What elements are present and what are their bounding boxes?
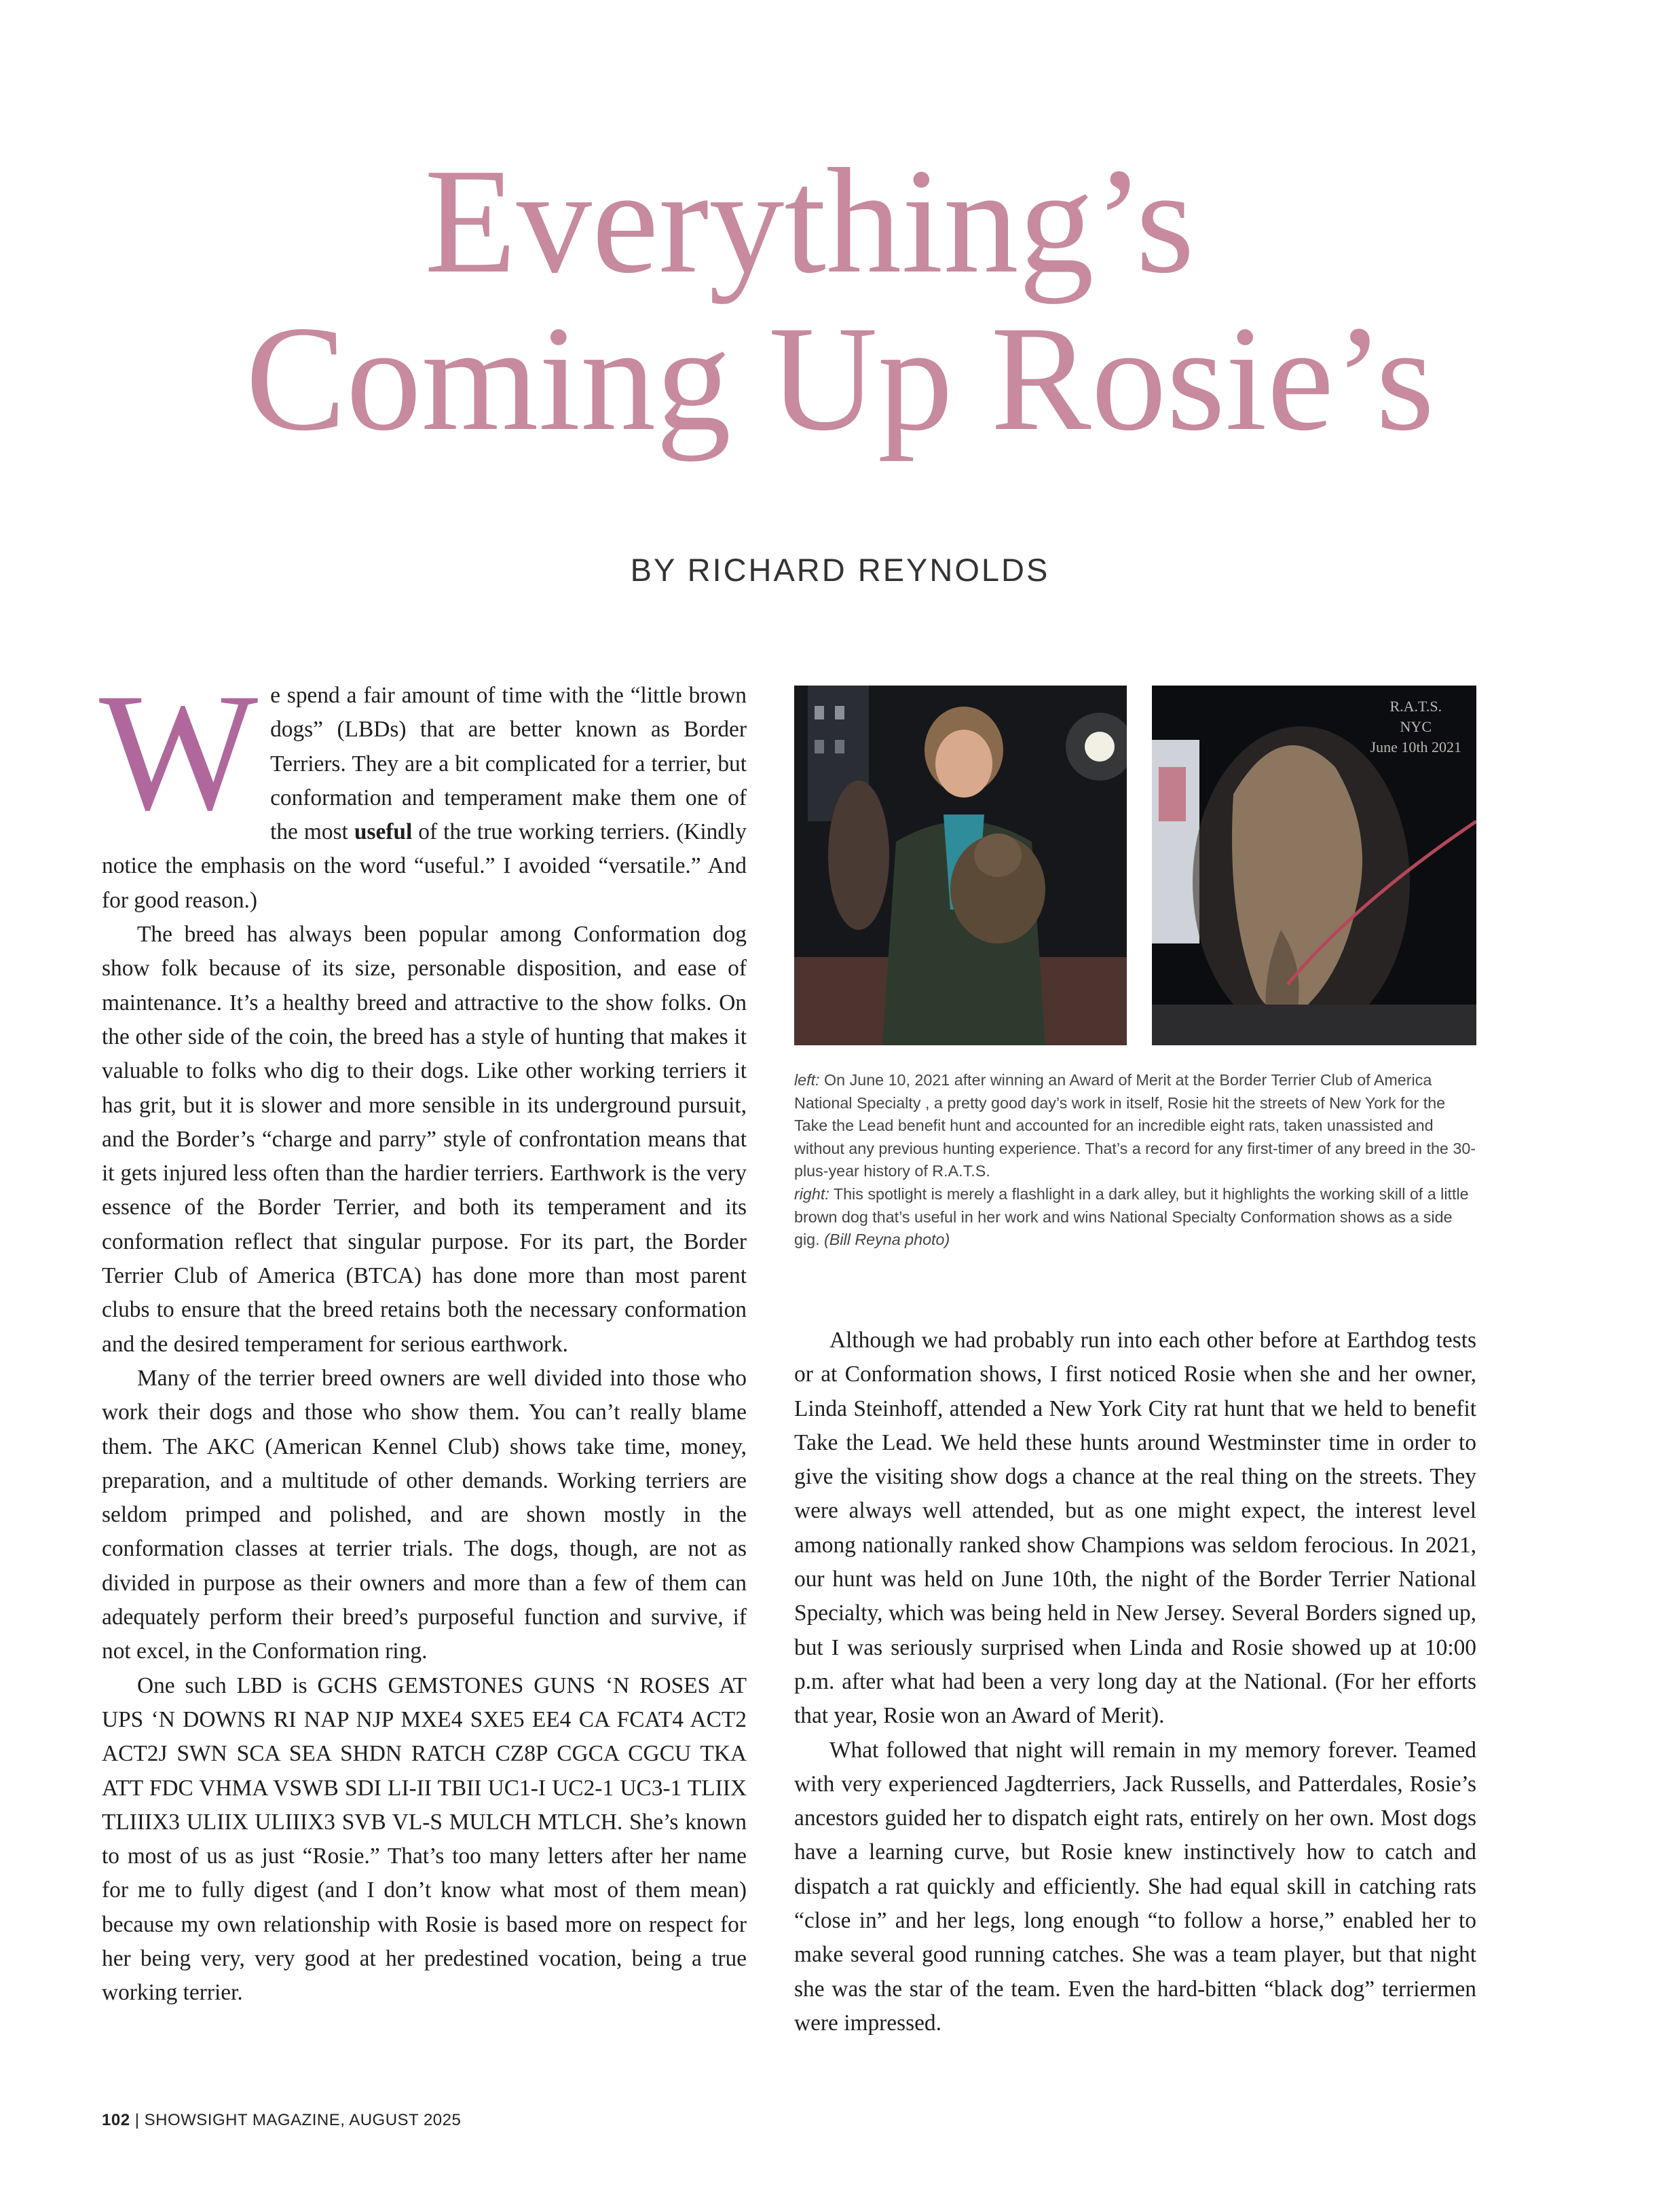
title-line-2: Coming Up Rosie’s [245, 295, 1435, 462]
caption-right [794, 1183, 1476, 1252]
watermark-line-1: R.A.T.S. [1389, 698, 1442, 715]
paragraph-1-text-b: of the true working terriers. (Kindly notice the emphasis on the word “useful.” I avoided “versatile.” And for good reason.) [102, 819, 747, 913]
photo-credit: (Bill Reyna photo) [824, 1231, 950, 1249]
page-number: 102 [102, 2111, 130, 2129]
paragraph-4: One such LBD is GCHS GEMSTONES GUNS ‘N ROSES AT UPS ‘N DOWNS RI NAP NJP MXE4 SXE5 EE4 CA FCAT4 ACT2 ACT2J SWN SCA SEA SHDN RATCH CZ8P CGCA CGCU TKA ATT FDC VHMA VSWB SDI LI-II TBII UC1-I UC2-1 UC3-1 TLIIX TLIIIX3 ULIIX ULIIIX3 SVB VL-S MULCH MTLCH. She’s known to most of us as just “Rosie.” That’s too many letters after her name for me to fully digest (and I don’t know what most of them mean) because my own relationship with Rosie is based more on respect for her being very, very good at her predestined vocation, being a true working terrier. [102, 1672, 747, 2006]
photo-terrier-spotlight [1152, 686, 1476, 1045]
photo-caption [794, 1069, 1476, 1252]
left-column [99, 658, 747, 2010]
paragraph-3: Many of the terrier breed owners are well divided into those who work their dogs and those who show them. You can’t really blame them. The AKC (American Kennel Club) shows take time, money, preparation, and a multitude of other demands. Working terriers are seldom primped and polished, and are shown mostly in the conformation classes at terrier trials. The dogs, though, are not as divided in purpose as their owners and more than a few of them can adequately perform their breed’s purposeful function and survive, if not excel, in the Conformation ring. [102, 1365, 747, 1664]
paragraph-2: The breed has always been popular among Conformation dog show folk because of its size, personable disposition, and ease of maintenance. It’s a healthy breed and attractive to the show folks. On the other side of the coin, the breed has a style of hunting that makes it valuable to folks who dig to their dogs. Like other working terriers it has grit, but it is slower and more sensible in its underground pursuit, and the Border’s “charge and parry” style of confrontation means that it gets injured less often than the hardier terriers. Earthwork is the very essence of the Border Terrier, and both its temperament and its conformation reflect that singular purpose. For its part, the Border Terrier Club of America (BTCA) has done more than most parent clubs to ensure that the breed retains both the necessary conformation and the desired temperament for serious earthwork. [102, 922, 747, 1357]
paragraph-6: What followed that night will remain in my memory forever. Teamed with very experienced Jagdterriers, Jack Russells, and Patterdales, Rosie’s ancestors guided her to dispatch eight rats, entirely on her own. Most dogs have a learning curve, but Rosie knew instinctively how to catch and dispatch a rat quickly and efficiently. She had equal skill in catching rats “close in” and her legs, long enough “to follow a horse,” enabled her to make several good running catches. She was a team player, but that night she was the star of the team. Even the hard-bitten “black dog” terriermen were impressed. [794, 1737, 1476, 2036]
page-footer [102, 2111, 461, 2130]
publication-name: SHOWSIGHT MAGAZINE, AUGUST 2025 [144, 2111, 462, 2129]
emphasis-useful: useful [354, 819, 413, 845]
paragraph-1-text-a: e spend a fair amount of time with the “little brown dogs” (LBDs) that are better known as Border Terriers. They are a bit complicated for a terrier, but conformation and temperament make them one of the most [270, 683, 747, 845]
photo-left-illustration [794, 686, 1127, 1045]
paragraph-5: Although we had probably run into each other before at Earthdog tests or at Conformation shows, I first noticed Rosie when she and her owner, Linda Steinhoff, attended a New York City rat hunt that we held to benefit Take the Lead. We held these hunts around Westminster time in order to give the visiting show dogs a chance at the real thing on the streets. They were always well attended, but as one might expect, the interest level among nationally ranked show Champions was seldom ferocious. In 2021, our hunt was held on June 10th, the night of the Border Terrier National Specialty, which was being held in New Jersey. Several Borders signed up, but I was seriously surprised when Linda and Rosie showed up at 10:00 p.m. after what had been a very long day at the National. (For her efforts that year, Rosie won an Award of Merit). [794, 1328, 1476, 1729]
watermark-line-3: June 10th 2021 [1370, 738, 1461, 755]
paragraph-1 [99, 658, 747, 918]
caption-right-text: This spotlight is merely a flashlight in a dark alley, but it highlights the working skill of a little brown dog that’s useful in her work and wins National Specialty Conformation shows as a side gig. [794, 1184, 1469, 1249]
caption-left [794, 1069, 1476, 1183]
title-line-1: Everything’s [424, 138, 1195, 305]
caption-left-text: On June 10, 2021 after winning an Award of Merit at the Border Terrier Club of America National Specialty , a pretty good day’s work in itself, Rosie hit the streets of New York for the Take the Lead benefit hunt and accounted for an incredible eight rats, taken unassisted and without any previous hunting experience. That’s a record for any first-timer of any breed in the 30-plus-year history of R.A.T.S. [794, 1071, 1476, 1180]
drop-cap: W [99, 658, 259, 845]
caption-left-tag: left: [794, 1071, 820, 1089]
caption-right-tag: right: [794, 1184, 829, 1203]
photo-woman-with-terrier [794, 686, 1127, 1045]
article-title [0, 138, 1680, 462]
right-column [794, 1324, 1476, 2040]
byline: BY RICHARD REYNOLDS [630, 552, 1050, 588]
watermark-line-2: NYC [1400, 718, 1432, 735]
footer-separator: | [130, 2111, 145, 2129]
photo-watermark [1370, 696, 1461, 757]
